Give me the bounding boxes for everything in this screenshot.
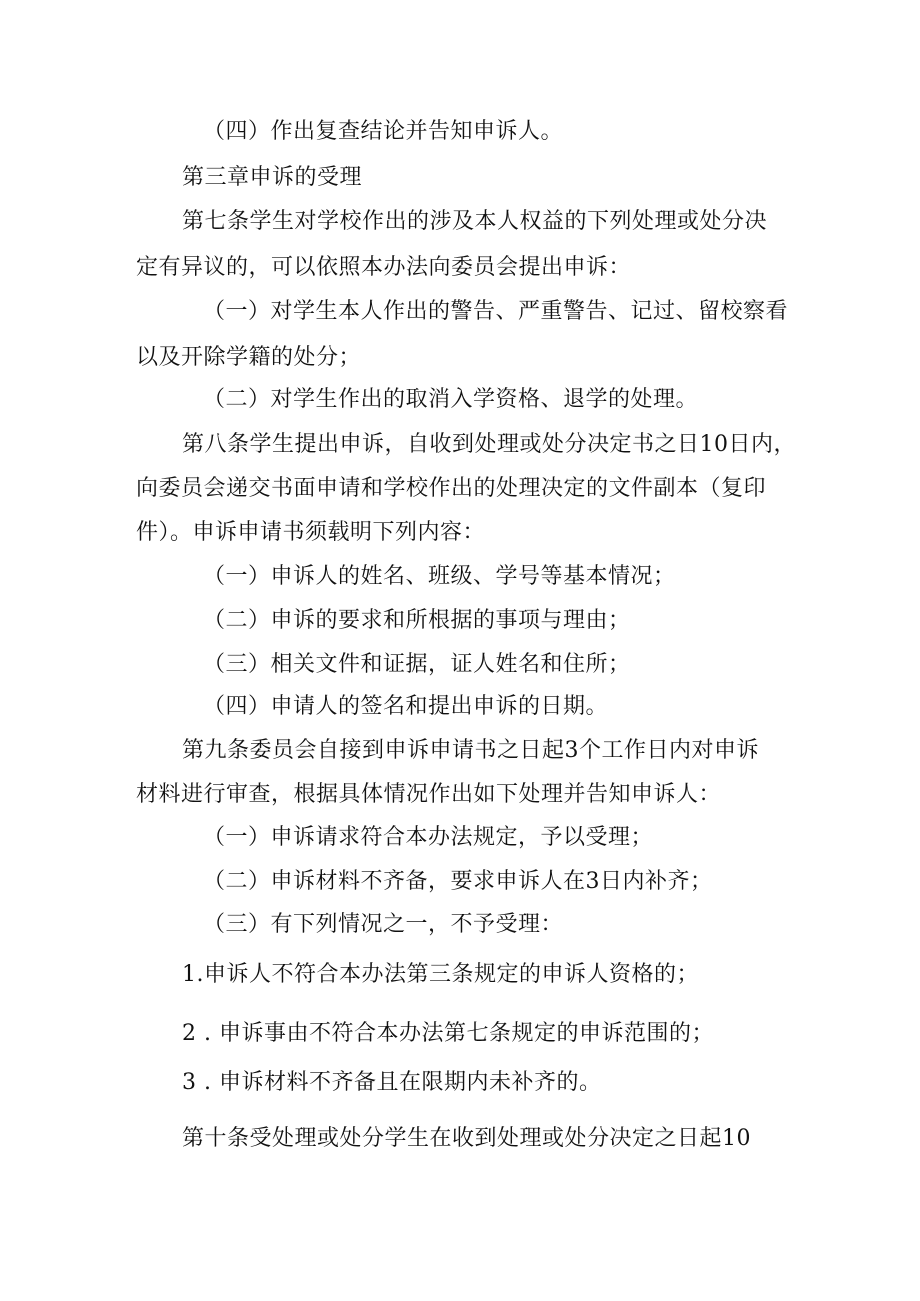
list-item: 1.申诉人不符合本办法第三条规定的申诉人资格的； [182,962,699,987]
paragraph-line: （二）对学生作出的取消入学资格、退学的处理。 [203,387,699,412]
paragraph-line: （三）有下列情况之一，不予受理： [203,912,564,937]
paragraph-line: 向委员会递交书面申请和学校作出的处理决定的文件副本（复印 [136,476,767,501]
paragraph-line: 第十条受处理或处分学生在收到处理或处分决定之日起10 [182,1126,751,1151]
chapter-heading: 第三章申诉的受理 [182,165,363,190]
paragraph-line: 以及开除学籍的处分； [136,345,362,370]
paragraph-line: 材料进行审查，根据具体情况作出如下处理并告知申诉人： [136,782,722,807]
paragraph-line: （二）申诉的要求和所根据的事项与理由； [203,608,631,633]
paragraph-line: 第九条委员会自接到申诉申请书之日起3个工作日内对申诉 [182,738,759,763]
paragraph-line: 第七条学生对学校作出的涉及本人权益的下列处理或处分决 [182,209,768,234]
paragraph-line: （四）作出复查结论并告知申诉人。 [203,119,564,144]
paragraph-line: （三）相关文件和证据，证人姓名和住所； [203,652,631,677]
paragraph-line: 定有异议的，可以依照本办法向委员会提出申诉： [136,255,632,280]
paragraph-line: （二）申诉材料不齐备，要求申诉人在3日内补齐； [203,869,713,894]
paragraph-line: （一）对学生本人作出的警告、严重警告、记过、留校察看 [203,299,789,324]
list-item: 2 . 申诉事由不符合本办法第七条规定的申诉范围的； [182,1021,714,1046]
paragraph-line: （一）申诉请求符合本办法规定，予以受理； [203,825,654,850]
paragraph-line: （一）申诉人的姓名、班级、学号等基本情况； [203,564,676,589]
list-item: 3 . 申诉材料不齐备且在限期内未补齐的。 [182,1070,602,1095]
paragraph-line: 第八条学生提出申诉，自收到处理或处分决定书之日10日内， [182,432,796,457]
paragraph-line: 件）。申诉申请书须载明下列内容： [136,520,486,545]
paragraph-line: （四）申请人的签名和提出申诉的日期。 [203,694,609,719]
